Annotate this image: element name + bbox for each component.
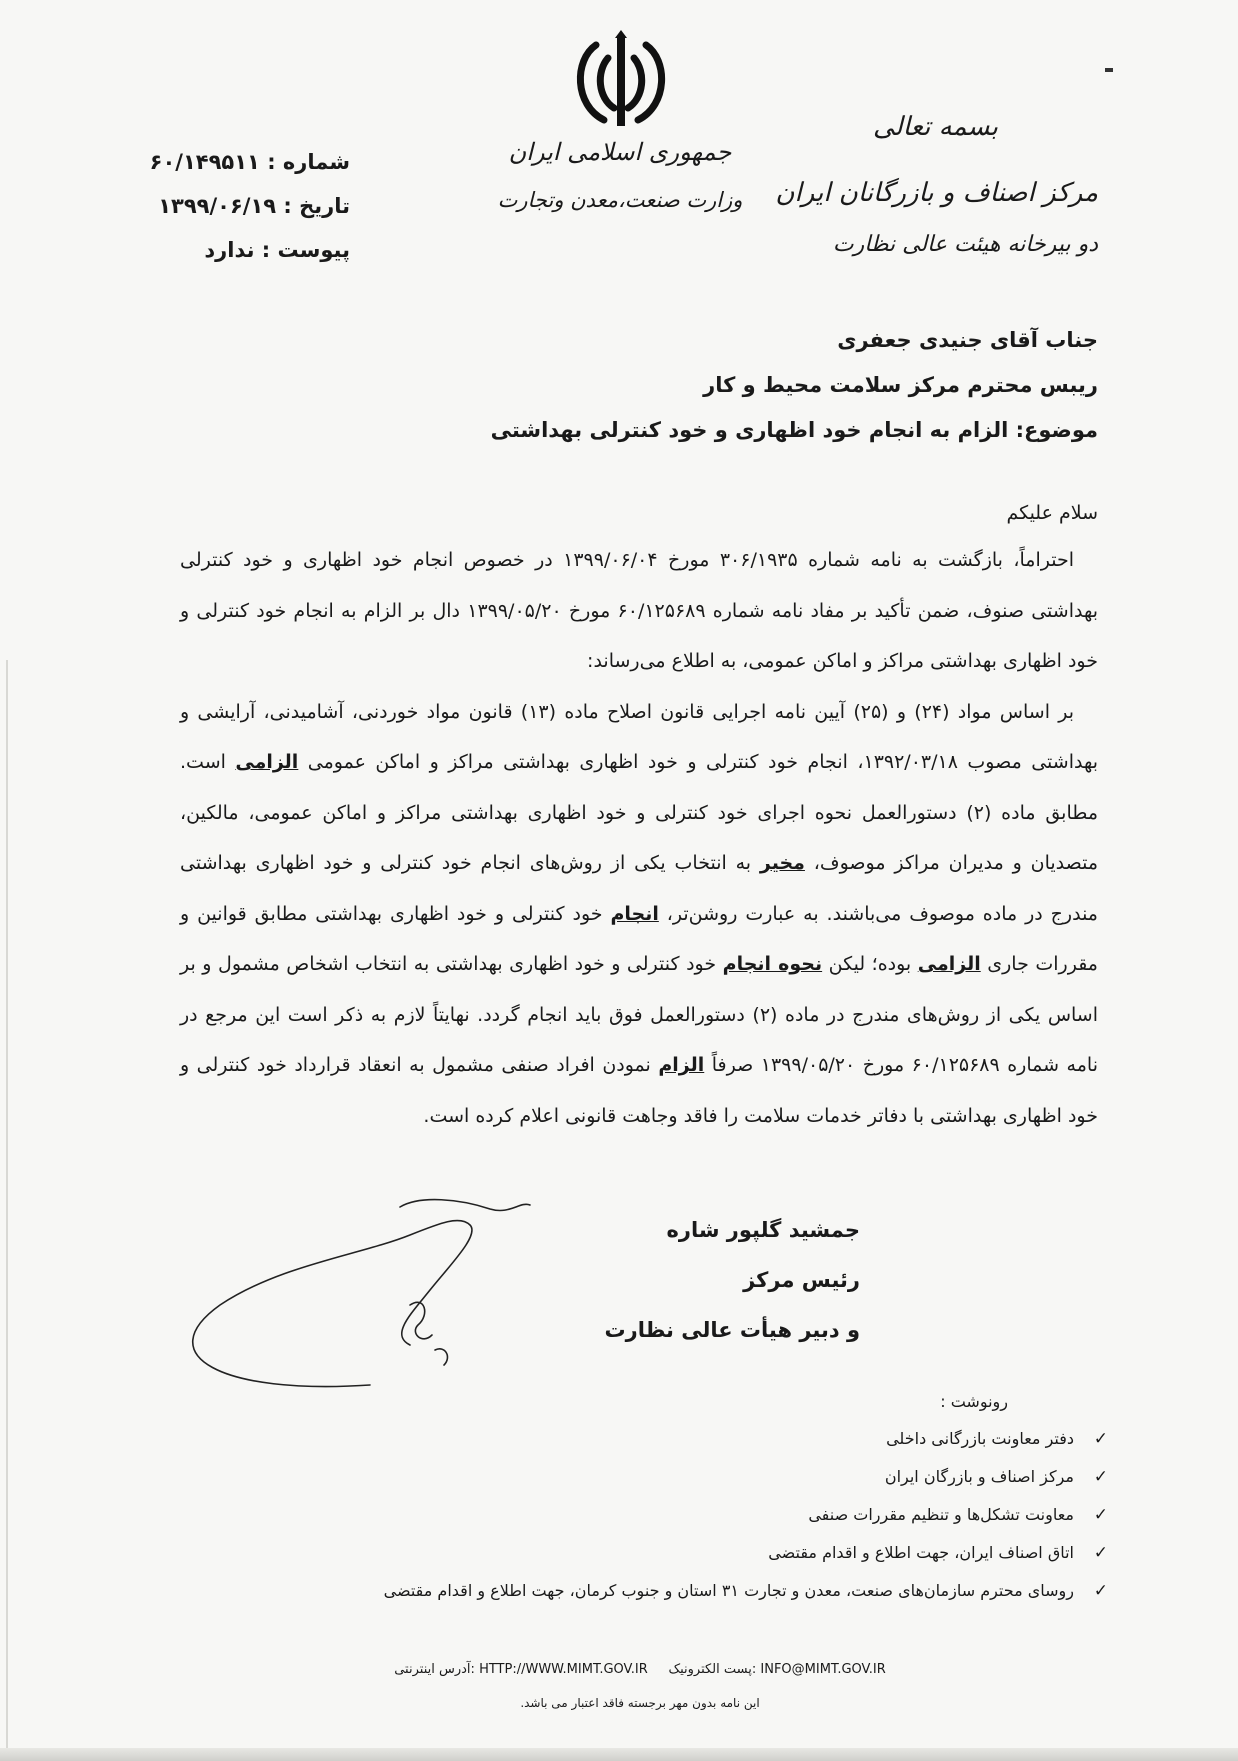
letter-body [180, 535, 1098, 1141]
salutation: سلام علیکم [1006, 502, 1098, 524]
addressee-block [198, 318, 1098, 453]
footer-contact [240, 1662, 1040, 1677]
letter-subject: موضوع: الزام به انجام خود اظهاری و خود کنترلی بهداشتی [490, 418, 1098, 442]
footer-web-link[interactable]: HTTP://WWW.MIMT.GOV.IR [479, 1662, 648, 1677]
cc-item [208, 1458, 1108, 1496]
emphasis-obligation: الزام [658, 1054, 705, 1076]
emphasis-mandatory: الزامی [235, 751, 299, 773]
letter-date-value: ۱۳۹۹/۰۶/۱۹ [158, 194, 277, 218]
cc-item-text: روسای محترم سازمان‌های صنعت، معدن و تجارت ۳۱ استان و جنوب کرمان، جهت اطلاع و اقدام مقتضی [383, 1581, 1074, 1600]
check-icon: ✓ [1093, 1467, 1108, 1487]
body-text-segment: بر اساس مواد (۲۴) و (۲۵) آیین نامه اجرایی قانون اصلاح ماده (۱۳) قانون مواد خوردنی، آشامیدنی، آرایشی و بهداشتی مصوب ۱۳۹۲/۰۳/۱۸، انجام خود کنترلی و خود اظهاری بهداشتی مراکز و اماکن عمومی [180, 700, 1098, 773]
check-icon: ✓ [1093, 1505, 1108, 1525]
emphasis-mandatory: الزامی [917, 953, 981, 975]
letter-attachment-value: ندارد [204, 238, 255, 262]
letter-number-label: شماره : [267, 150, 350, 174]
check-icon: ✓ [1093, 1543, 1108, 1563]
organization-name: مرکز اصناف و بازرگانان ایران [775, 178, 1098, 208]
letter-date-label: تاریخ : [283, 194, 350, 218]
emphasis-method: نحوه انجام [722, 953, 823, 975]
cc-item [208, 1572, 1108, 1610]
body-paragraph-2 [180, 687, 1098, 1142]
signature-block [500, 1205, 860, 1355]
emphasis-optional: مخیر [759, 852, 805, 874]
signatory-role: و دبیر هیأت عالی نظارت [604, 1318, 860, 1342]
body-text-segment: بوده؛ لیکن [822, 953, 918, 975]
iran-emblem-icon [566, 30, 676, 130]
addressee-name: جناب آقای جنیدی جعفری [837, 328, 1098, 352]
scan-mark [1105, 68, 1113, 72]
footer-note: این نامه بدون مهر برجسته فاقد اعتبار می باشد. [520, 1696, 760, 1710]
signatory-title: رئیس مرکز [743, 1268, 860, 1292]
bismillah-heading: بسمه تعالی [873, 112, 998, 142]
addressee-position: ریبس محترم مرکز سلامت محیط و کار [703, 373, 1098, 397]
footer-email-label: پست الکترونیک: [668, 1662, 757, 1677]
body-paragraph-1: احتراماً، بازگشت به نامه شماره ۳۰۶/۱۹۳۵ مورخ ۱۳۹۹/۰۶/۰۴ در خصوص انجام خود اظهاری و خود کنترلی بهداشتی صنوف، ضمن تأکید بر مفاد نامه شماره ۶۰/۱۲۵۶۸۹ مورخ ۱۳۹۹/۰۵/۲۰ دال بر الزام به انجام خود کنترلی و خود اظهاری بهداشتی مراکز و اماکن عمومی، به اطلاع می‌رساند: [180, 549, 1098, 672]
letter-attachment-label: پیوست : [261, 238, 350, 262]
cc-list [208, 1420, 1108, 1610]
government-name: جمهوری اسلامی ایران [508, 138, 732, 166]
letter-number-value: ۶۰/۱۴۹۵۱۱ [149, 150, 260, 174]
scan-bottom-edge [0, 1748, 1238, 1761]
cc-title: رونوشت : [940, 1392, 1008, 1411]
footer-email-link[interactable]: INFO@MIMT.GOV.IR [760, 1662, 886, 1677]
emphasis-performing: انجام [610, 902, 659, 925]
letter-date-row [90, 184, 350, 228]
check-icon: ✓ [1093, 1429, 1108, 1449]
letter-number-row [90, 140, 350, 184]
body-text-segment: خود کنترلی و خود اظهاری بهداشتی مطابق قوانین و مقررات جاری [180, 902, 1098, 975]
body-text-segment: خود کنترلی و خود اظهاری بهداشتی به انتخاب اشخاص مشمول و بر اساس یکی از روش‌های مندرج در ماده (۲) دستورالعمل فوق باید انجام گردد. نهایتاً لازم به ذکر است این مرجع در نامه شماره ۶۰/۱۲۵۶۸۹ مورخ ۱۳۹۹/۰۵/۲۰ صرفاً [180, 953, 1099, 1076]
body-text-segment: نمودن افراد صنفی مشمول به انعقاد قرارداد خود کنترلی و خود اظهاری بهداشتی با دفاتر خدمات سلامت را فاقد وجاهت قانونی اعلام کرده است. [180, 1054, 1098, 1127]
cc-item [208, 1534, 1108, 1572]
letter-meta [90, 140, 350, 272]
cc-item [208, 1420, 1108, 1458]
footer-web-label: آدرس اینترنتی: [394, 1662, 475, 1677]
cc-item-text: اتاق اصناف ایران، جهت اطلاع و اقدام مقتضی [768, 1543, 1074, 1562]
scan-edge [6, 660, 8, 1760]
cc-item-text: مرکز اصناف و بازرگان ایران [884, 1467, 1074, 1486]
check-icon: ✓ [1093, 1581, 1108, 1601]
cc-item [208, 1496, 1108, 1534]
secretariat-name: دو بیرخانه هیئت عالی نظارت [832, 232, 1098, 257]
body-text-segment: است. مطابق ماده (۲) دستورالعمل نحوه اجرای خود کنترلی و خود اظهاری بهداشتی مراکز و اماکن عمومی، مالکین، متصدیان و مدیران مراکز موصوف، [180, 751, 1099, 874]
body-text-segment: به انتخاب یکی از روش‌های انجام خود کنترلی و خود اظهاری بهداشتی مندرج در ماده موصوف می‌باشند. به عبارت روشن‌تر، [180, 852, 1098, 925]
cc-item-text: دفتر معاونت بازرگانی داخلی [886, 1429, 1074, 1448]
letter-attachment-row [90, 228, 350, 272]
ministry-name: وزارت صنعت،معدن وتجارت [497, 188, 743, 212]
signatory-name: جمشید گلپور شاره [666, 1218, 860, 1242]
cc-item-text: معاونت تشکل‌ها و تنظیم مقررات صنفی [808, 1505, 1074, 1524]
